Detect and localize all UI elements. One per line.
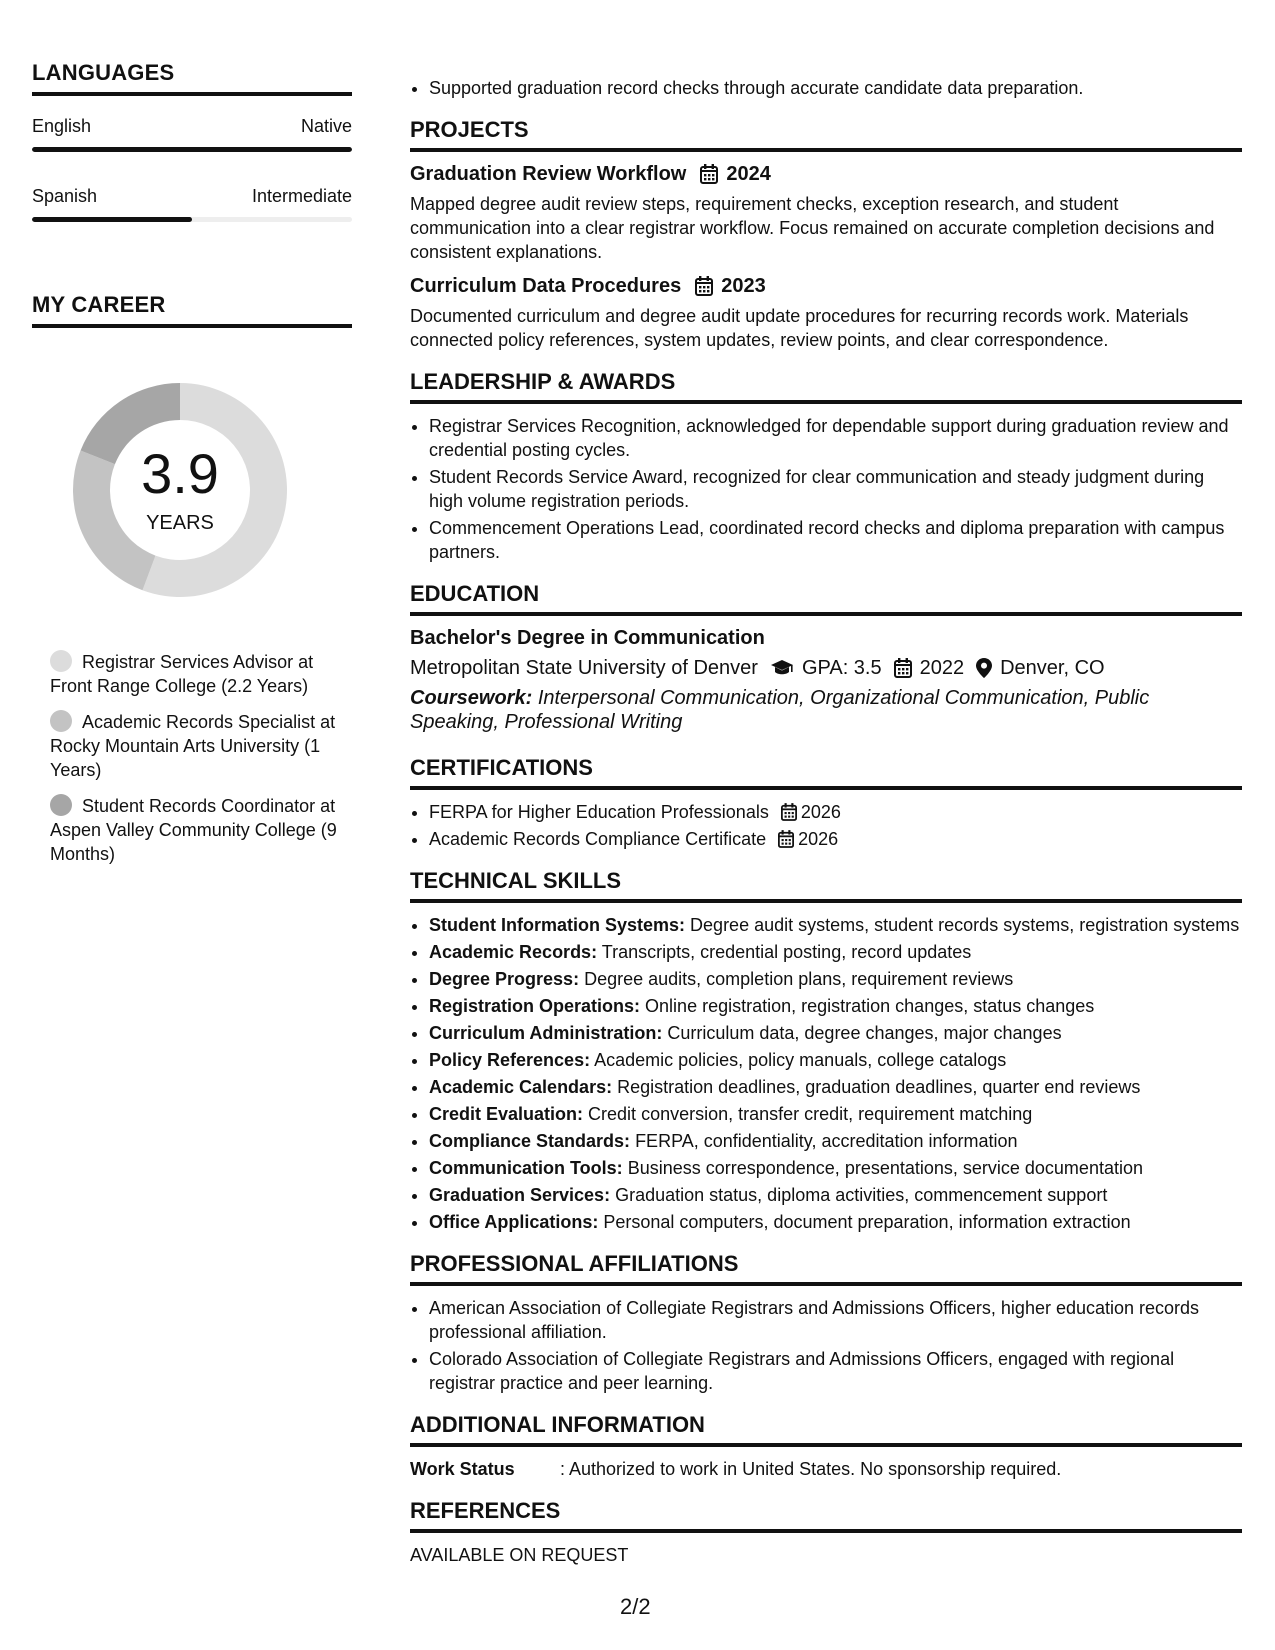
project-item [410,162,1242,264]
skill-values: Degree audits, completion plans, requirement reviews [584,969,1014,989]
education-school: Metropolitan State University of Denver [410,657,758,679]
skill-values: Graduation status, diploma activities, commencement support [615,1185,1108,1205]
leadership-item: • Commencement Operations Lead, coordinated record checks and diploma preparation with campus partners. [429,516,1242,564]
right-column [410,76,1242,1567]
experience-bullet: • Supported graduation record checks through accurate candidate data preparation. [429,76,1242,100]
language-level-fill [32,217,192,222]
skill-values: Personal computers, document preparation, information extraction [603,1212,1131,1232]
skill-category: Student Information Systems: [429,915,686,935]
skill-item [429,940,1242,964]
legend-dot [50,710,72,732]
skill-item [429,1075,1242,1099]
skill-item [429,913,1242,937]
certifications-title: CERTIFICATIONS [410,756,1242,790]
map-pin-icon [976,658,992,678]
project-name: Graduation Review Workflow [410,163,687,185]
career-title: MY CAREER [32,292,352,328]
skill-values: Degree audit systems, student records systems, registration systems [690,915,1240,935]
skill-item [429,1183,1242,1207]
project-year: 2023 [721,275,766,297]
skill-item [429,1129,1242,1153]
certification-item [429,827,1242,851]
calendar-icon [778,830,794,848]
education-details [410,656,1242,680]
language-name: English [32,116,92,136]
legend-dot [50,794,72,816]
education-title: EDUCATION [410,582,1242,616]
experience-bullets [410,76,1242,100]
language-level: Native [300,116,352,136]
language-level-fill [32,147,352,152]
education-degree: Bachelor's Degree in Communication [410,627,765,649]
education-year: 2022 [919,657,965,679]
career-legend [50,650,340,866]
career-donut-chart [60,370,300,610]
skill-category: Degree Progress: [429,969,580,989]
skill-item [429,994,1242,1018]
leadership-item: • Student Records Service Award, recognized for clear communication and steady judgment during high volume registration periods. [429,465,1242,513]
skill-values: Credit conversion, transfer credit, requirement matching [588,1104,1033,1124]
language-name: Spanish [32,186,98,206]
career-legend-label: Academic Records Specialist at Rocky Mountain Arts University (1 Years) [50,712,336,780]
education-gpa: GPA: 3.5 [801,657,882,679]
coursework-list: Interpersonal Communication, Organizational Communication, Public Speaking, Professional Writing [410,687,1150,733]
career-legend-label: Registrar Services Advisor at Front Range College (2.2 Years) [50,652,314,696]
skill-category: Graduation Services: [429,1185,611,1205]
skill-item [429,1102,1242,1126]
career-section [32,292,352,866]
certification-year: 2026 [798,829,839,849]
skill-values: Academic policies, policy manuals, college catalogs [594,1050,1007,1070]
leadership-list [410,414,1242,564]
affiliations-list [410,1296,1242,1395]
work-status-value: : Authorized to work in United States. No sponsorship required. [560,1459,1062,1479]
language-level-bar [32,147,352,152]
legend-dot [50,650,72,672]
skill-values: Curriculum data, degree changes, major changes [667,1023,1062,1043]
education-coursework [410,686,1242,734]
project-description: Documented curriculum and degree audit update procedures for recurring records work. Materials connected policy references, system updates, review points, and clear correspondence. [410,306,1189,350]
project-year: 2024 [726,163,771,185]
page-number: 2/2 [620,1594,651,1619]
skill-values: Transcripts, credential posting, record updates [601,942,972,962]
skill-category: Registration Operations: [429,996,641,1016]
project-name: Curriculum Data Procedures [410,275,682,297]
skill-category: Policy References: [429,1050,591,1070]
language-level-bar [32,217,352,222]
skill-category: Academic Calendars: [429,1077,613,1097]
education-location: Denver, CO [1000,657,1105,679]
project-description: Mapped degree audit review steps, requirement checks, exception research, and student communication into a clear registrar workflow. Focus remained on accurate completion decisions and consistent explanations. [410,194,1215,262]
skills-list [410,913,1242,1234]
language-level: Intermediate [251,186,352,206]
work-status-label: Work Status [410,1459,515,1479]
career-total-value: 3.9 [141,441,219,505]
career-total-unit: YEARS [146,511,214,534]
certification-name: • FERPA for Higher Education Professionals [429,802,769,822]
language-item [32,116,352,152]
references-title: REFERENCES [410,1499,1242,1533]
skill-values: Online registration, registration changes, status changes [645,996,1095,1016]
graduation-cap-icon [770,659,794,677]
affiliations-title: PROFESSIONAL AFFILIATIONS [410,1252,1242,1286]
certification-name: • Academic Records Compliance Certificate [429,829,767,849]
skill-category: Academic Records: [429,942,598,962]
career-legend-item [50,710,340,782]
language-item [32,186,352,222]
skill-item [429,967,1242,991]
calendar-icon [894,658,912,678]
skill-item [429,1021,1242,1045]
skill-category: Communication Tools: [429,1158,623,1178]
skill-item [429,1156,1242,1180]
certification-year: 2026 [800,802,841,822]
additional-title: ADDITIONAL INFORMATION [410,1413,1242,1447]
affiliation-item: • American Association of Collegiate Registrars and Admissions Officers, higher education records professional affiliation. [429,1296,1242,1344]
skill-item [429,1210,1242,1234]
references-text: AVAILABLE ON REQUEST [410,1545,629,1565]
project-item [410,274,1242,352]
calendar-icon [781,803,797,821]
skill-category: Office Applications: [429,1212,599,1232]
skill-category: Compliance Standards: [429,1131,631,1151]
calendar-icon [700,164,718,184]
skill-category: Credit Evaluation: [429,1104,584,1124]
affiliation-item: • Colorado Association of Collegiate Registrars and Admissions Officers, engaged with regional registrar practice and peer learning. [429,1347,1242,1395]
career-legend-item [50,794,340,866]
skill-values: Registration deadlines, graduation deadlines, quarter end reviews [617,1077,1141,1097]
certification-item [429,800,1242,824]
skills-title: TECHNICAL SKILLS [410,869,1242,903]
skill-values: Business correspondence, presentations, service documentation [627,1158,1143,1178]
calendar-icon [695,276,713,296]
projects-title: PROJECTS [410,118,1242,152]
leadership-title: LEADERSHIP & AWARDS [410,370,1242,404]
career-legend-label: Student Records Coordinator at Aspen Valley Community College (9 Months) [50,796,337,864]
skill-category: Curriculum Administration: [429,1023,663,1043]
skill-values: FERPA, confidentiality, accreditation information [635,1131,1018,1151]
skill-item [429,1048,1242,1072]
work-status-row [410,1457,1242,1481]
languages-title: LANGUAGES [32,60,352,96]
coursework-label: Coursework: [410,687,533,709]
leadership-item: • Registrar Services Recognition, acknowledged for dependable support during graduation review and credential posting cycles. [429,414,1242,462]
certifications-list [410,800,1242,851]
left-column [32,60,352,878]
career-legend-item [50,650,340,698]
